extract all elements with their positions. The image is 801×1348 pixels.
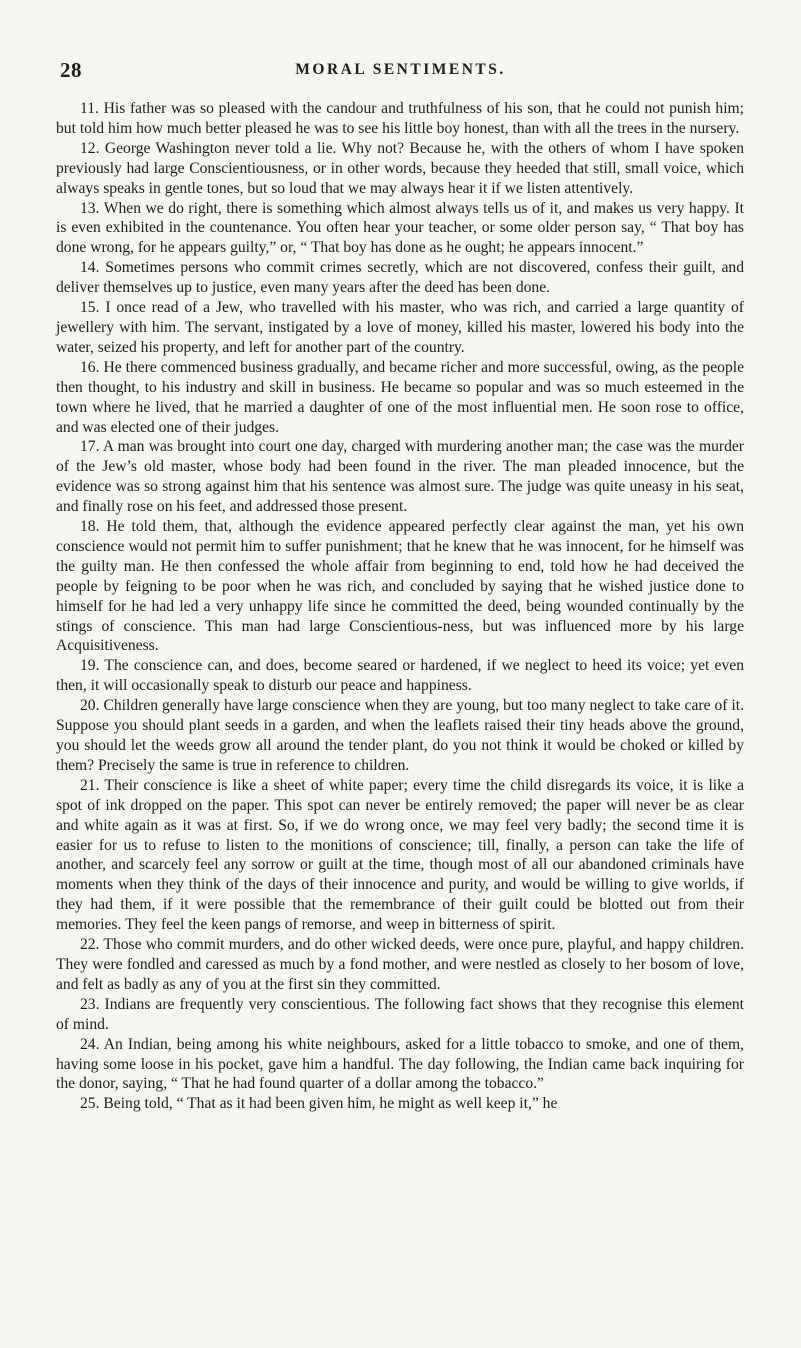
paragraph-13: 13. When we do right, there is something which almost always tells us of it, and makes us very happy. It is even exhibited in the countenance. You often hear your teacher, or some older person say, “ That boy has done wrong, for he appears guilty,” or, “ That boy has done as he ought; he appears innocent.”: [56, 199, 744, 257]
paragraph-25: 25. Being told, “ That as it had been given him, he might as well keep it,” he: [80, 1095, 558, 1113]
paragraph-22: 22. Those who commit murders, and do other wicked deeds, were once pure, playful, and happy children. They were fondled and caressed as much by a fond mother, and were nestled as closely to her bosom of love, and felt as badly as any of you at the first sin they committed.: [56, 936, 744, 993]
body-text: [56, 99, 744, 1114]
paragraph-18: 18. He told them, that, although the evidence appeared perfectly clear against the man, yet his own conscience would not permit him to suffer punishment; that he knew that he was innocent, for he himself was the guilty man. He then confessed the whole affair from beginning to end, told how he had deceived the people by feigning to be poor when he was rich, and concluded by saying that he wished justice done to himself for he had led a very unhappy life since he committed the deed, being wounded continually by the stings of conscience. This man had large Conscientious-ness, but was influenced more by his large Acquisitiveness.: [56, 518, 744, 655]
paragraph-15: 15. I once read of a Jew, who travelled with his master, who was rich, and carried a large quantity of jewellery with him. The servant, instigated by a love of money, killed his master, lowered his body into the water, seized his property, and left for another part of the country.: [56, 299, 744, 356]
paragraph-11: 11. His father was so pleased with the candour and truthfulness of his son, that he could not punish him; but told him how much better pleased he was to see his little boy honest, than with all the trees in the nursery.: [56, 100, 744, 137]
paragraph-21: 21. Their conscience is like a sheet of white paper; every time the child disregards its voice, it is like a spot of ink dropped on the paper. This spot can never be entirely removed; the paper will never be as clear and white again as it was at first. So, if we do wrong once, we may feel very badly; the second time it is easier for us to refuse to listen to the monitions of conscience; till, finally, a person can take the life of another, and scarcely feel any sorrow or guilt at the time, though most of all our abandoned criminals have moments when they think of the days of their innocence and purity, and would be willing to give worlds, if they had them, if it were possible that the remembrance of their guilt could be blotted out from their memories. They feel the keen pangs of remorse, and weep in bitterness of spirit.: [56, 776, 744, 934]
paragraph-14: 14. Sometimes persons who commit crimes secretly, which are not discovered, confess their guilt, and deliver themselves up to justice, even many years after the deed has been done.: [56, 259, 744, 297]
page-number: 28: [60, 58, 82, 82]
paragraph-24: 24. An Indian, being among his white neighbours, asked for a little tobacco to smoke, and one of them, having some loose in his pocket, gave him a handful. The day following, the Indian came back inquiring for the donor, saying, “ That he had found quarter of a dollar among the tobacco.”: [56, 1035, 744, 1093]
running-head: MORAL SENTIMENTS.: [295, 61, 506, 78]
paragraph-19: 19. The conscience can, and does, become seared or hardened, if we neglect to heed its voice; yet even then, it will occasionally speak to disturb our peace and happiness.: [56, 657, 744, 695]
paragraph-23: 23. Indians are frequently very conscientious. The following fact shows that they recognise this element of mind.: [56, 995, 744, 1033]
paragraph-20: 20. Children generally have large conscience when they are young, but too many neglect to take care of it. Suppose you should plant seeds in a garden, and when the leaflets raised their tiny heads above the ground, you should let the weeds grow all around the tender plant, do you not think it would be choked or killed by them? Precisely the same is true in reference to children.: [56, 697, 744, 774]
paragraph-16: 16. He there commenced business gradually, and became richer and more successful, owing, as the people then thought, to his industry and skill in business. He became so popular and was so much esteemed in the town where he lived, that he married a daughter of one of the most influential men. He soon rose to office, and was elected one of their judges.: [56, 358, 744, 436]
page-header: [52, 58, 749, 84]
paragraph-17: 17. A man was brought into court one day, charged with murdering another man; the case was the murder of the Jew’s old master, whose body had been found in the river. The man pleaded innocence, but the evidence was so strong against him that his sentence was almost sure. The judge was quite uneasy in his seat, and finally rose on his feet, and addressed those present.: [56, 438, 744, 516]
paragraph-12: 12. George Washington never told a lie. Why not? Because he, with the others of whom I have spoken previously had large Conscientiousness, or in other words, because they heeded that still, small voice, which always speaks in gentle tones, but so loud that we may always hear it if we listen attentively.: [56, 139, 744, 197]
